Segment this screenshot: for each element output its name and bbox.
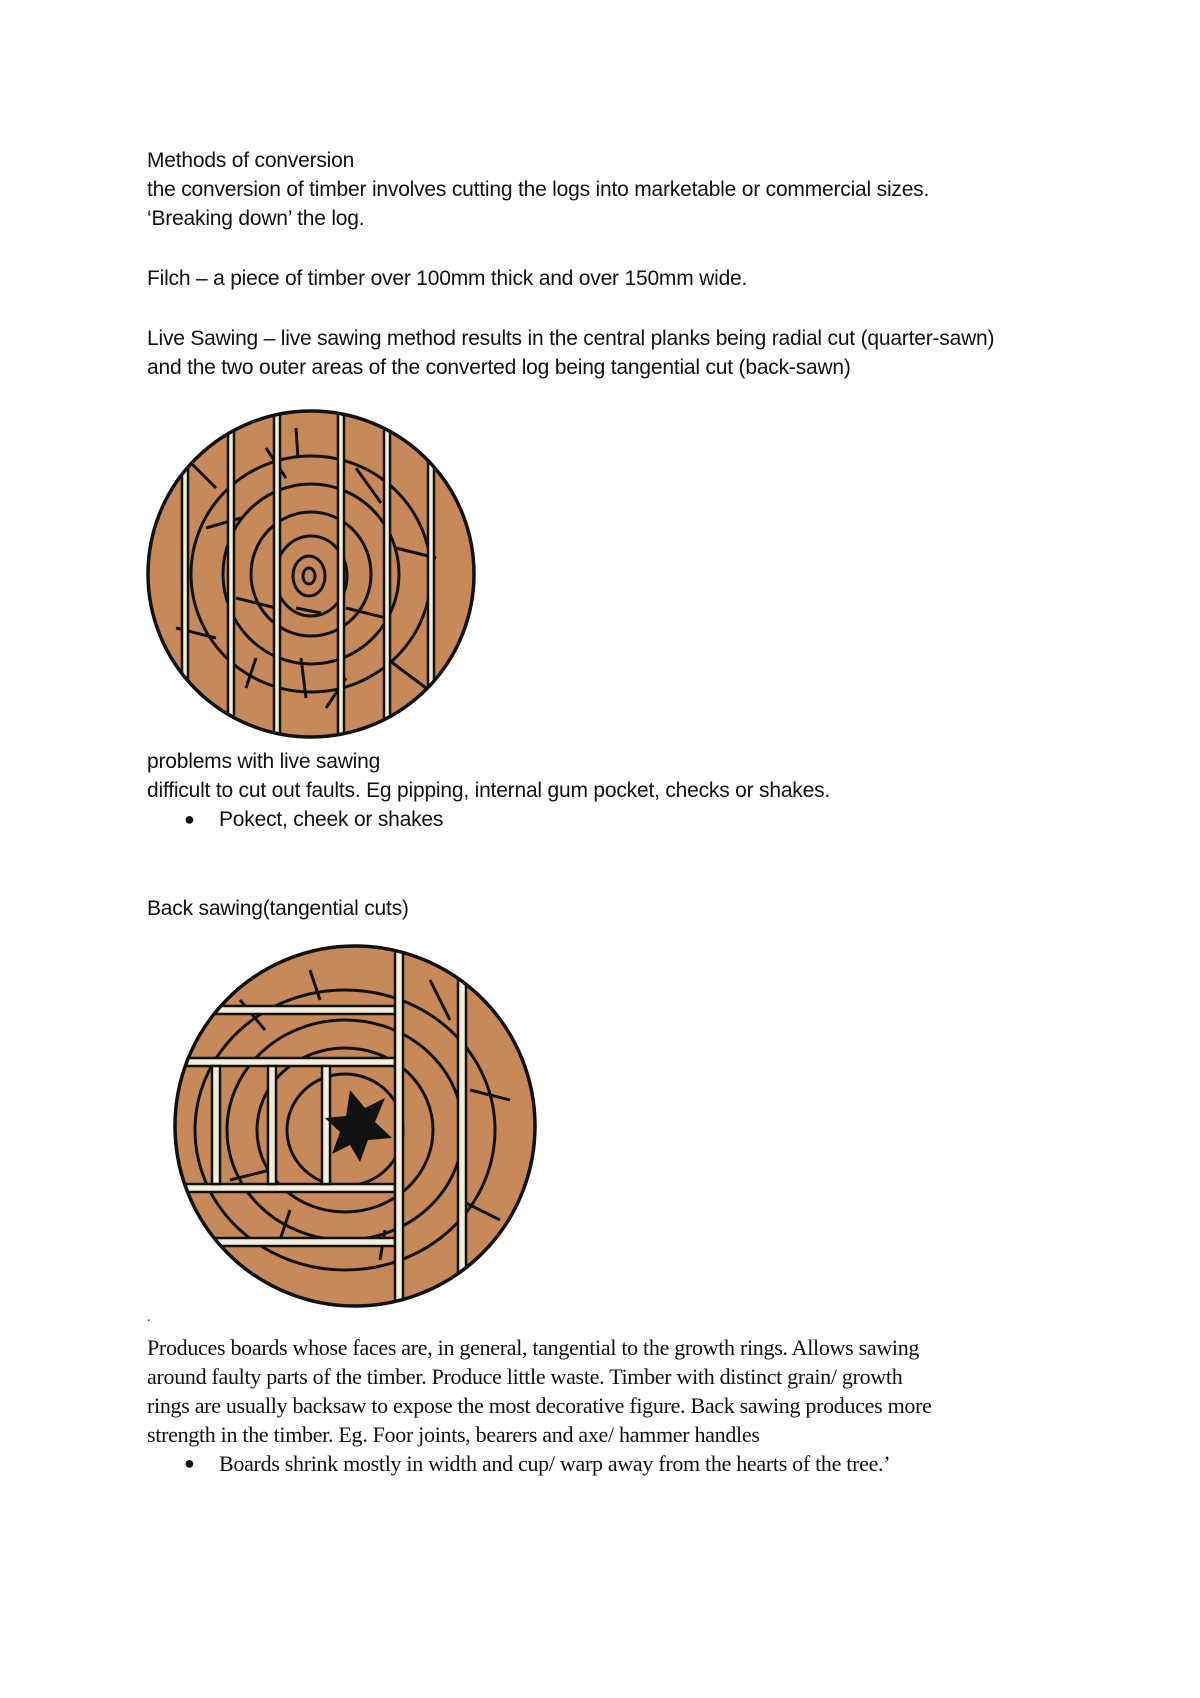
back-sawing-para-3: rings are usually backsaw to expose the most decorative figure. Back sawing produces more	[147, 1393, 932, 1418]
live-sawing-line-2: and the two outer areas of the converted log being tangential cut (back-sawn)	[147, 356, 851, 379]
back-sawing-para-4: strength in the timber. Eg. Foor joints, bearers and axe/ hammer handles	[147, 1422, 760, 1447]
back-sawn-log-illustration	[170, 940, 540, 1312]
bullet-glyph: ●	[184, 1453, 195, 1473]
bullet-glyph: ●	[184, 809, 195, 829]
page-title: Methods of conversion	[147, 149, 355, 172]
stray-mark: .	[147, 1310, 151, 1325]
intro-line-2: ‘Breaking down’ the log.	[147, 207, 365, 230]
back-sawing-bullet-1: Boards shrink mostly in width and cup/ warp away from the hearts of the tree.’	[219, 1451, 891, 1476]
back-sawing-para-1: Produces boards whose faces are, in general, tangential to the growth rings. Allows sawing	[147, 1335, 920, 1360]
problems-heading: problems with live sawing	[147, 750, 381, 773]
back-sawing-heading: Back sawing(tangential cuts)	[147, 897, 409, 920]
problems-line: difficult to cut out faults. Eg pipping, internal gum pocket, checks or shakes.	[147, 779, 831, 802]
flitch-definition: Filch – a piece of timber over 100mm thick and over 150mm wide.	[147, 267, 748, 290]
live-sawn-log-illustration	[146, 408, 476, 740]
back-sawing-para-2: around faulty parts of the timber. Produce little waste. Timber with distinct grain/ growth	[147, 1364, 903, 1389]
live-sawing-line-1: Live Sawing – live sawing method results in the central planks being radial cut (quarter-sawn)	[147, 327, 995, 350]
problems-bullet-1: Pokect, cheek or shakes	[219, 808, 444, 831]
intro-line-1: the conversion of timber involves cutting the logs into marketable or commercial sizes.	[147, 178, 930, 201]
